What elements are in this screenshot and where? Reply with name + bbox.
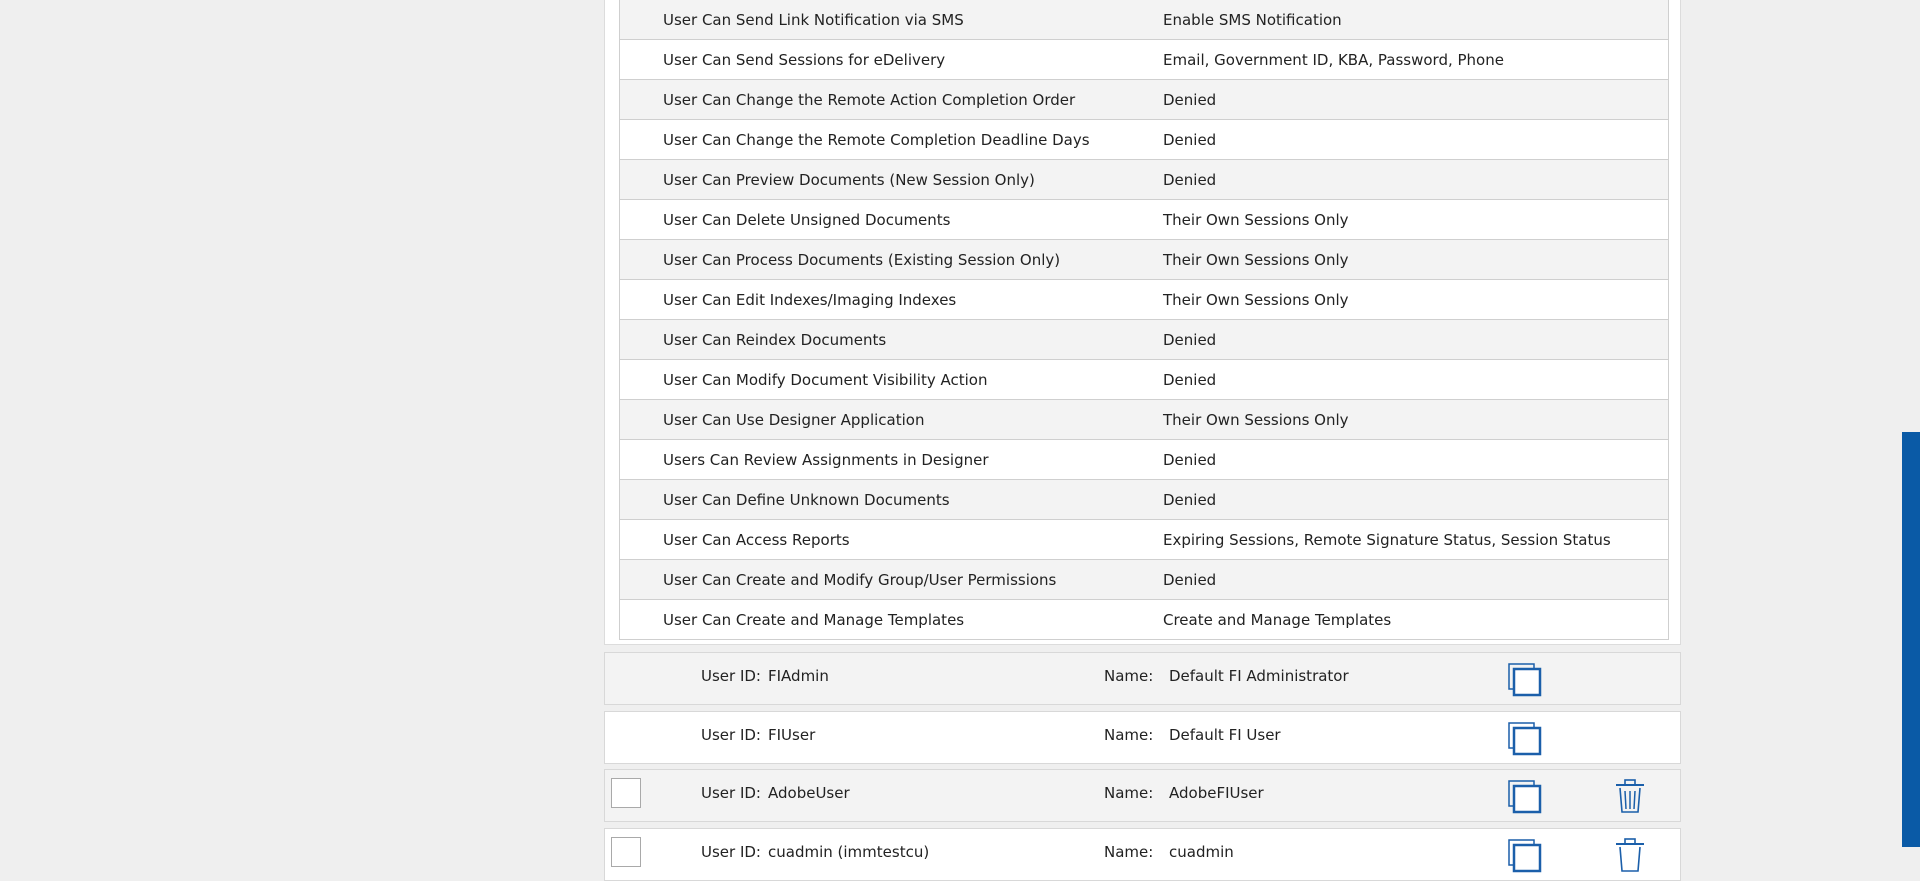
user-id-label: User ID:	[701, 667, 761, 685]
permission-name: User Can Create and Modify Group/User Permissions	[663, 570, 1057, 589]
permission-row	[619, 40, 1669, 80]
permission-row	[619, 480, 1669, 520]
permission-value: Denied	[1163, 170, 1217, 189]
permission-row	[619, 0, 1669, 40]
permission-value: Their Own Sessions Only	[1163, 290, 1349, 309]
permission-row	[619, 560, 1669, 600]
permission-name: User Can Reindex Documents	[663, 330, 887, 349]
permission-name: User Can Modify Document Visibility Action	[663, 370, 988, 389]
permission-row	[619, 360, 1669, 400]
permission-name: User Can Access Reports	[663, 530, 850, 549]
permission-name: User Can Use Designer Application	[663, 410, 925, 429]
name-label: Name:	[1104, 843, 1154, 861]
user-row-adobeuser[interactable]	[604, 769, 1681, 822]
permission-value: Their Own Sessions Only	[1163, 410, 1349, 429]
name-value: AdobeFIUser	[1169, 784, 1264, 802]
permission-row	[619, 160, 1669, 200]
name-value: Default FI User	[1169, 726, 1281, 744]
permission-value: Denied	[1163, 450, 1217, 469]
permission-name: User Can Preview Documents (New Session Only)	[663, 170, 1035, 189]
permission-name: User Can Send Sessions for eDelivery	[663, 50, 946, 69]
name-value: cuadmin	[1169, 843, 1234, 861]
permission-name: User Can Change the Remote Completion Deadline Days	[663, 130, 1090, 149]
copy-icon[interactable]	[1508, 722, 1542, 756]
permission-name: User Can Process Documents (Existing Session Only)	[663, 250, 1061, 269]
permission-row	[619, 80, 1669, 120]
permission-value: Denied	[1163, 90, 1217, 109]
permission-name: User Can Create and Manage Templates	[663, 610, 965, 629]
permission-name: User Can Change the Remote Action Completion Order	[663, 90, 1076, 109]
permission-name: User Can Send Link Notification via SMS	[663, 10, 964, 29]
user-id-value: FIAdmin	[768, 667, 829, 685]
permission-row	[619, 400, 1669, 440]
copy-icon[interactable]	[1508, 839, 1542, 873]
user-id-label: User ID:	[701, 784, 761, 802]
select-checkbox[interactable]	[611, 778, 641, 808]
user-id-value: AdobeUser	[768, 784, 850, 802]
user-id-label: User ID:	[701, 726, 761, 744]
name-value: Default FI Administrator	[1169, 667, 1349, 685]
permission-value: Their Own Sessions Only	[1163, 210, 1349, 229]
permission-name: Users Can Review Assignments in Designer	[663, 450, 989, 469]
permissions-table	[619, 0, 1669, 640]
permission-value: Denied	[1163, 370, 1217, 389]
permission-value: Their Own Sessions Only	[1163, 250, 1349, 269]
permissions-panel	[604, 0, 1681, 645]
permission-value: Email, Government ID, KBA, Password, Phone	[1163, 50, 1504, 69]
permission-row	[619, 320, 1669, 360]
permission-value: Expiring Sessions, Remote Signature Status, Session Status	[1163, 530, 1611, 549]
permission-row	[619, 280, 1669, 320]
permission-value: Enable SMS Notification	[1163, 10, 1342, 29]
user-row-fiuser[interactable]	[604, 711, 1681, 764]
select-checkbox[interactable]	[611, 837, 641, 867]
copy-icon[interactable]	[1508, 780, 1542, 814]
permission-row	[619, 440, 1669, 480]
user-row-fiadmin[interactable]	[604, 652, 1681, 705]
permission-row	[619, 520, 1669, 560]
copy-icon[interactable]	[1508, 663, 1542, 697]
permission-value: Create and Manage Templates	[1163, 610, 1392, 629]
permission-value: Denied	[1163, 330, 1217, 349]
name-label: Name:	[1104, 784, 1154, 802]
user-row-cuadmin[interactable]	[604, 828, 1681, 881]
permission-value: Denied	[1163, 490, 1217, 509]
permission-name: User Can Delete Unsigned Documents	[663, 210, 951, 229]
permission-row	[619, 240, 1669, 280]
permission-value: Denied	[1163, 570, 1217, 589]
permission-row	[619, 600, 1669, 640]
name-label: Name:	[1104, 726, 1154, 744]
permission-row	[619, 200, 1669, 240]
user-id-value: FIUser	[768, 726, 816, 744]
user-id-label: User ID:	[701, 843, 761, 861]
permission-row	[619, 120, 1669, 160]
trash-icon[interactable]	[1615, 838, 1645, 872]
name-label: Name:	[1104, 667, 1154, 685]
trash-icon[interactable]	[1615, 779, 1645, 813]
user-id-value: cuadmin (immtestcu)	[768, 843, 930, 861]
permission-value: Denied	[1163, 130, 1217, 149]
permission-name: User Can Define Unknown Documents	[663, 490, 950, 509]
permission-name: User Can Edit Indexes/Imaging Indexes	[663, 290, 957, 309]
scrollbar-thumb[interactable]	[1902, 432, 1920, 847]
